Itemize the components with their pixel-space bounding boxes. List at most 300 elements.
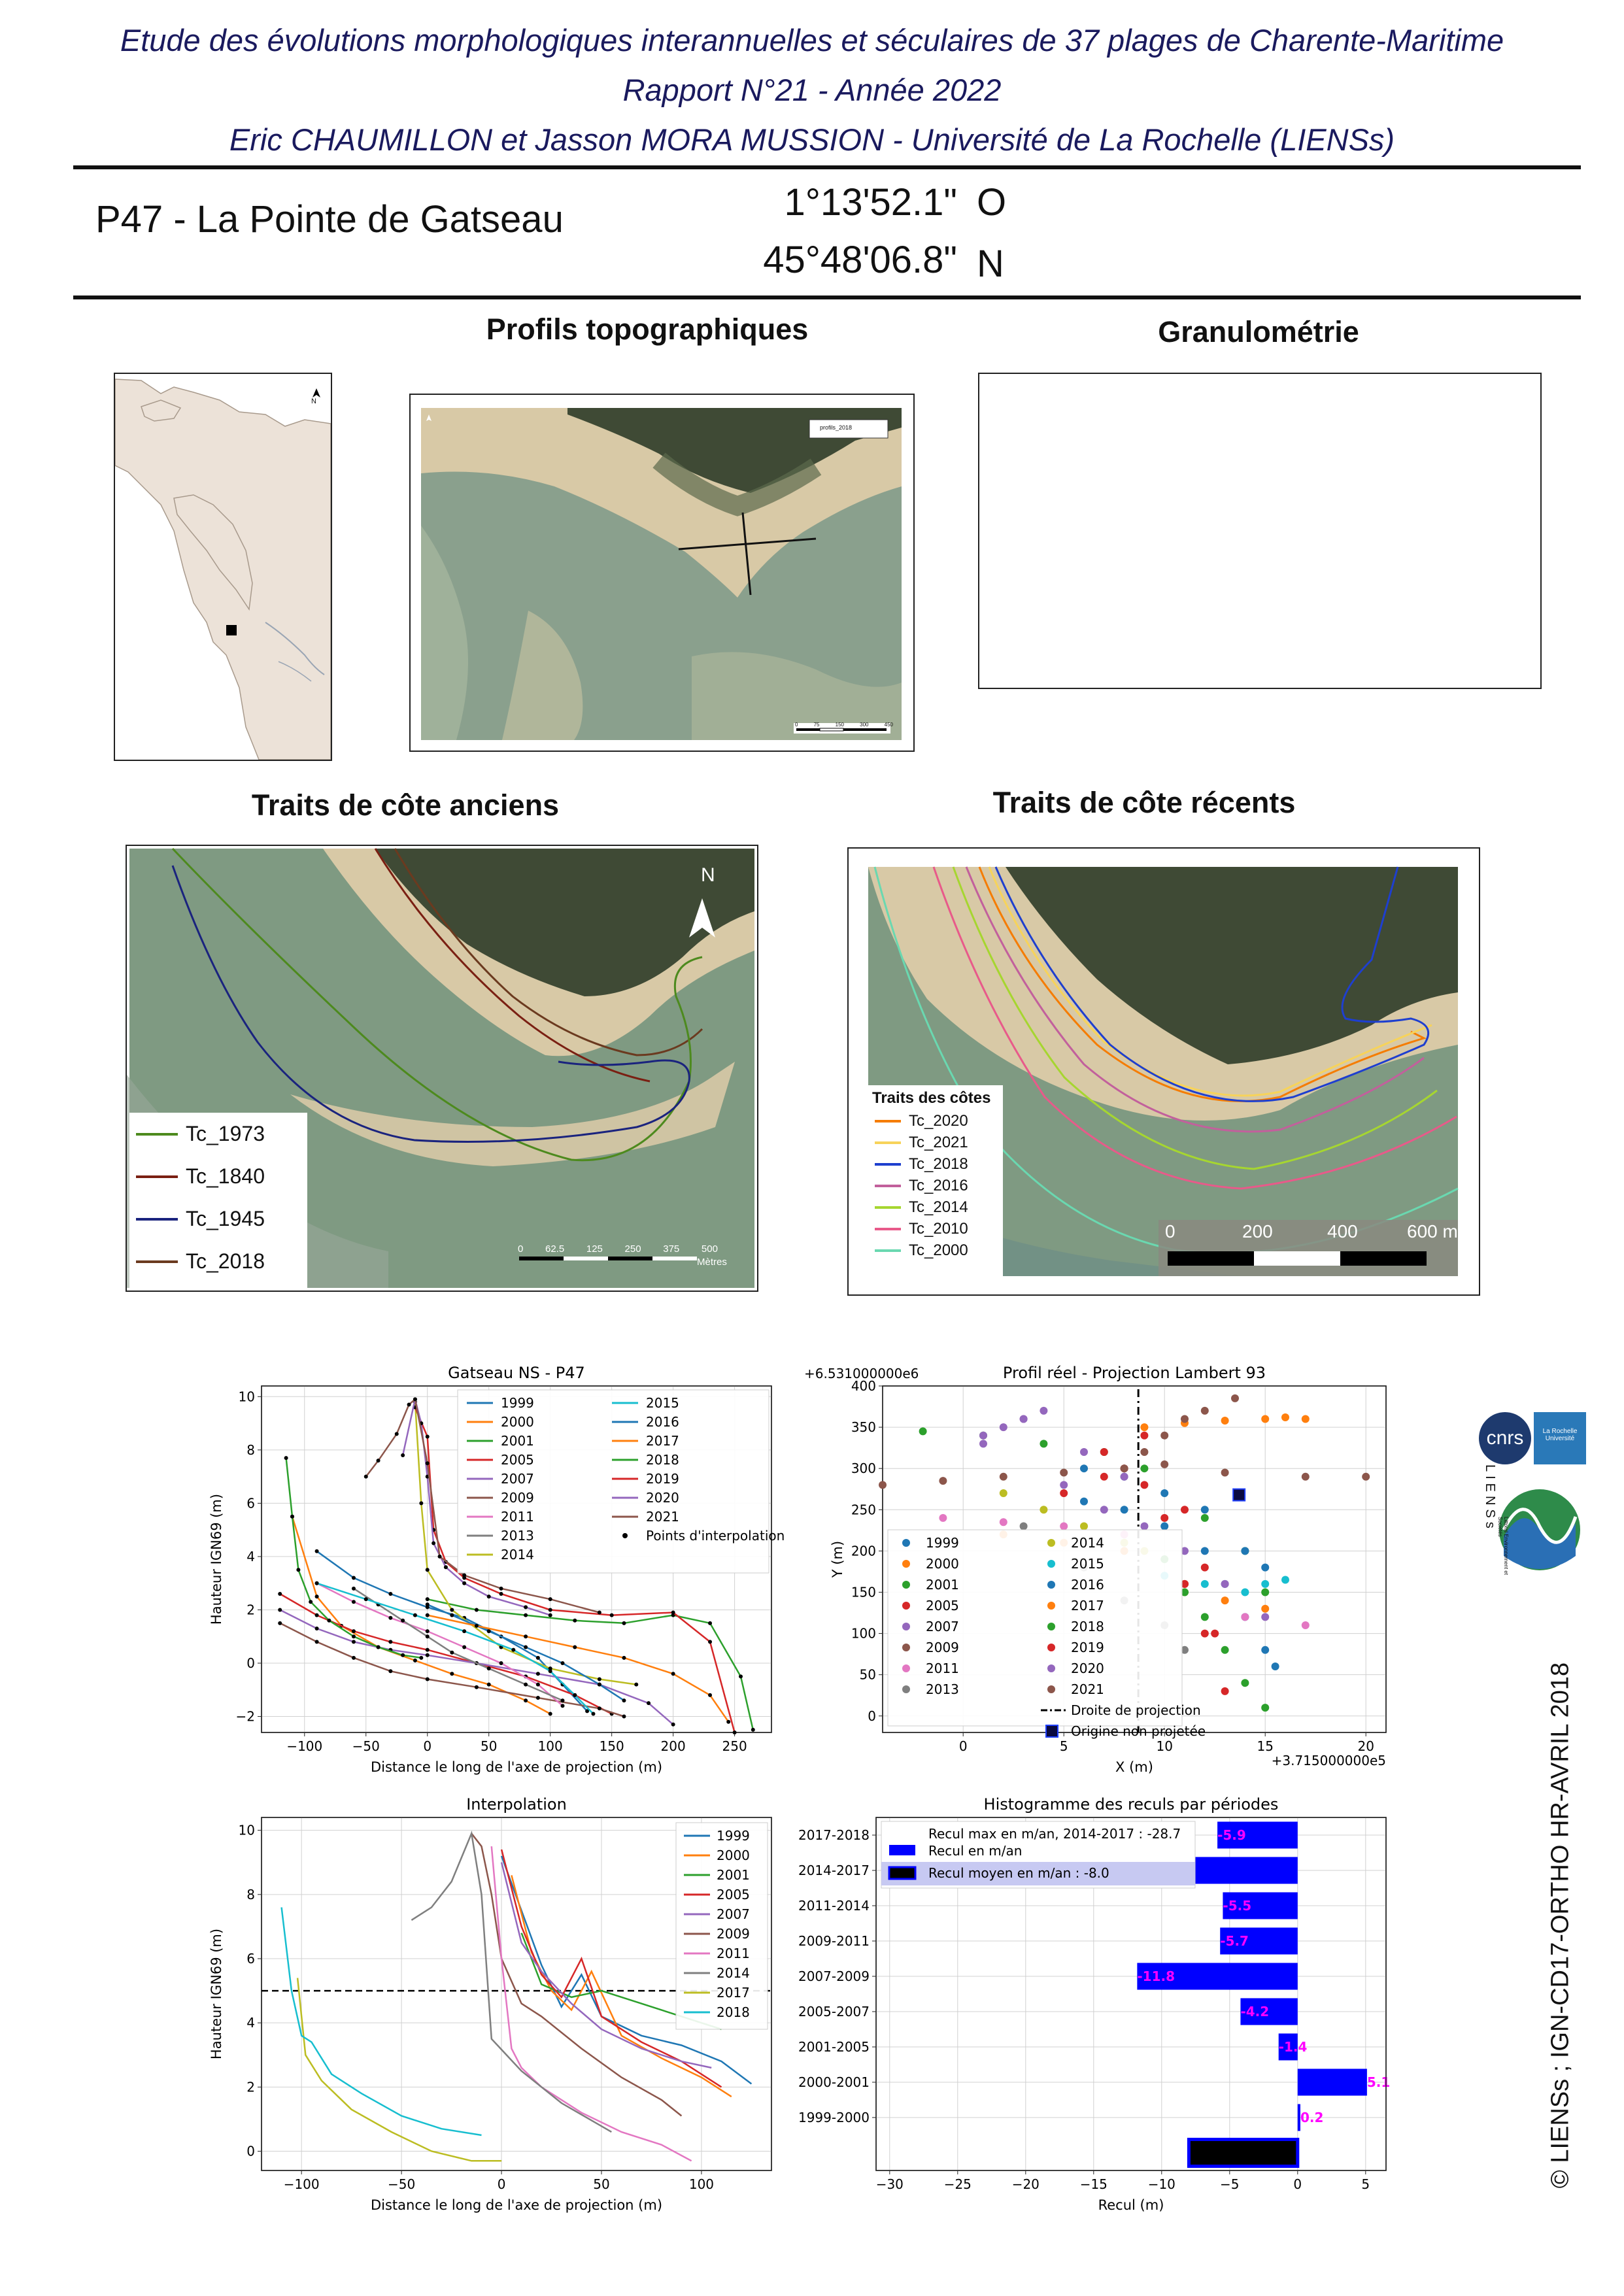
profils-scale-1: 75 <box>813 722 820 728</box>
y-tick-label: 4 <box>246 2015 255 2031</box>
category-label: 2007-2009 <box>798 1968 870 1984</box>
anciens-scale-1: 62.5 <box>545 1243 565 1255</box>
x-tick-label: 15 <box>1257 1738 1274 1754</box>
interp-point <box>573 1693 577 1697</box>
legend-interp-label: Points d'interpolation <box>646 1528 785 1544</box>
bar-label: 0.2 <box>1300 2110 1324 2125</box>
scatter-point-2007 <box>979 1440 987 1447</box>
scatter-point-2016 <box>1241 1547 1249 1555</box>
traits-anciens-north-label: N <box>701 864 715 886</box>
interp-point <box>352 1640 356 1644</box>
interp-point <box>388 1616 392 1620</box>
legend-swatch <box>902 1644 910 1651</box>
scatter-point-2005 <box>1100 1473 1108 1481</box>
interp-point <box>499 1587 503 1591</box>
y-tick-label: 50 <box>859 1666 876 1683</box>
category-label: 1999-2000 <box>798 2110 870 2125</box>
chart-histogram-reculs <box>771 1778 1412 2223</box>
interp-point <box>708 1693 712 1697</box>
scatter-point-2017 <box>1261 1605 1269 1613</box>
scatter-point-2009 <box>1362 1473 1370 1481</box>
interp-point <box>315 1595 319 1598</box>
legend-label: 2011 <box>926 1661 959 1676</box>
scatter-point-1999 <box>1272 1663 1279 1670</box>
interp-point <box>352 1600 356 1604</box>
interp-point <box>549 1712 552 1715</box>
legend-label: 2015 <box>1071 1556 1104 1572</box>
traits-recents-map <box>847 847 1480 1296</box>
legend-label: 2018 <box>717 2004 750 2020</box>
interp-point <box>444 1565 448 1569</box>
legend-label: 2005 <box>926 1598 959 1613</box>
recents-legend-label: Tc_2000 <box>909 1241 968 1259</box>
scatter-point-2014 <box>1080 1523 1088 1530</box>
scatter-point-2011 <box>939 1514 947 1522</box>
interp-point <box>278 1592 282 1596</box>
header-rule-bottom <box>73 295 1581 299</box>
scatter-point-2021 <box>1231 1394 1239 1402</box>
interp-point <box>622 1621 626 1625</box>
interp-point <box>634 1683 638 1687</box>
y-tick-label: 150 <box>851 1584 876 1600</box>
legend-label: 2015 <box>646 1395 679 1411</box>
profils-map-scale <box>795 722 893 728</box>
x-tick-label: −50 <box>352 1738 380 1754</box>
profils-scale-0: 0 <box>795 722 798 728</box>
legend-label: 1999 <box>717 1828 750 1844</box>
recents-legend-label: Tc_2010 <box>909 1219 968 1238</box>
profils-scale-4: 450 <box>884 722 893 728</box>
section-title-traits-anciens: Traits de côte anciens <box>251 788 560 822</box>
scatter-point-2021 <box>1160 1432 1168 1440</box>
interp-point <box>560 1698 564 1702</box>
scatter-point-2009 <box>1302 1473 1310 1481</box>
legend-bar-swatch <box>889 1845 915 1855</box>
site-latitude-dir: N <box>977 243 1004 285</box>
scatter-point-2016 <box>1261 1564 1269 1572</box>
chart-interpolation <box>196 1778 785 2223</box>
legend-label: 2001 <box>926 1577 959 1593</box>
interp-point <box>598 1683 601 1687</box>
x-tick-label: −50 <box>388 2176 416 2192</box>
chart-hist-legend <box>881 1821 1195 1888</box>
legend-label: 2018 <box>646 1452 679 1468</box>
interp-point <box>413 1613 417 1617</box>
interp-point <box>487 1683 491 1687</box>
legend-label: 2000 <box>501 1414 534 1430</box>
anciens-legend-label: Tc_2018 <box>186 1249 265 1273</box>
interp-point <box>284 1456 288 1460</box>
interp-point <box>560 1704 564 1708</box>
interp-point <box>598 1706 601 1710</box>
scatter-point-2020 <box>1080 1448 1088 1456</box>
category-label: 2014-2017 <box>798 1863 870 1878</box>
recents-legend-label: Tc_2014 <box>909 1198 968 1216</box>
legend-swatch <box>1047 1664 1055 1672</box>
y-offset-label: +6.531000000e6 <box>804 1366 919 1381</box>
x-tick-label: −25 <box>943 2176 972 2192</box>
scatter-point-2020 <box>1121 1473 1128 1481</box>
category-label: 2009-2011 <box>798 1933 870 1949</box>
scatter-point-2007 <box>1261 1613 1269 1621</box>
scatter-point-2005 <box>1140 1432 1148 1440</box>
anciens-scale-4: 375 <box>663 1243 680 1255</box>
x-axis-label: X (m) <box>1115 1759 1153 1775</box>
scatter-point-2011 <box>1241 1613 1249 1621</box>
scatter-point-2015 <box>1261 1580 1269 1588</box>
x-tick-label: −5 <box>1220 2176 1240 2192</box>
legend-swatch <box>1047 1644 1055 1651</box>
legend-label: 2009 <box>501 1490 534 1506</box>
interp-point <box>426 1653 430 1657</box>
anciens-legend-swatch <box>136 1133 178 1136</box>
x-tick-label: −15 <box>1079 2176 1108 2192</box>
y-tick-label: 6 <box>246 1495 255 1511</box>
scatter-point-1999 <box>1160 1523 1168 1530</box>
interp-point <box>315 1613 319 1617</box>
legend-max-label: Recul max en m/an, 2014-2017 : -28.7 <box>928 1826 1181 1842</box>
scatter-point-2019 <box>1160 1514 1168 1522</box>
x-tick-label: 200 <box>660 1738 686 1754</box>
x-offset-label: +3.715000000e5 <box>1271 1753 1386 1768</box>
scatter-point-2013 <box>1020 1523 1028 1530</box>
scatter-point-2009 <box>1060 1469 1068 1477</box>
anciens-legend-item <box>129 1198 307 1240</box>
scatter-point-2021 <box>1201 1407 1209 1415</box>
lienss-logo <box>1478 1464 1589 1576</box>
interp-point <box>536 1683 540 1687</box>
interp-point <box>388 1640 392 1644</box>
scatter-point-2009 <box>1160 1460 1168 1468</box>
scatter-point-2005 <box>1060 1489 1068 1497</box>
interp-point <box>426 1434 430 1438</box>
anciens-legend-swatch <box>136 1175 178 1178</box>
anciens-legend-label: Tc_1840 <box>186 1164 265 1188</box>
recents-legend-item <box>868 1110 1003 1132</box>
y-tick-label: 0 <box>246 1655 255 1671</box>
legend-label: 2017 <box>1071 1598 1104 1613</box>
x-tick-label: 50 <box>593 2176 610 2192</box>
legend-label: 2007 <box>717 1906 750 1922</box>
scatter-point-2011 <box>1060 1523 1068 1530</box>
interp-point <box>426 1602 430 1606</box>
y-tick-label: 250 <box>851 1502 876 1518</box>
image-credit: © LIENSs ; IGN-CD17-ORTHO HR-AVRIL 2018 <box>1546 1662 1574 2189</box>
univ-logo: La Rochelle Université <box>1534 1412 1586 1464</box>
legend-swatch <box>902 1623 910 1630</box>
legend-label: 2020 <box>1071 1661 1104 1676</box>
site-longitude: 1°13'52.1" <box>784 181 957 224</box>
x-tick-label: 0 <box>958 1738 968 1754</box>
legend-swatch <box>902 1685 910 1693</box>
legend-label: 2019 <box>1071 1640 1104 1655</box>
legend-label: 1999 <box>501 1395 534 1411</box>
location-map-north-label: N <box>311 397 316 405</box>
interp-point <box>401 1653 405 1657</box>
interp-point <box>352 1587 356 1591</box>
x-tick-label: −100 <box>283 2176 320 2192</box>
x-axis-label: Recul (m) <box>1098 2197 1164 2213</box>
lienss-logo-subtitle: Littoral Environnement et Sociétés <box>1497 1517 1509 1575</box>
interp-point <box>426 1634 430 1638</box>
scatter-point-2019 <box>1100 1448 1108 1456</box>
recents-legend-swatch <box>875 1163 901 1166</box>
profils-scale-3: 300 <box>860 722 869 728</box>
legend-swatch <box>1047 1539 1055 1547</box>
recents-legend-swatch <box>875 1120 901 1123</box>
scatter-point-2005 <box>1211 1630 1219 1638</box>
recents-legend-label: Tc_2020 <box>909 1111 968 1130</box>
scatter-point-2000 <box>1281 1413 1289 1421</box>
interp-point <box>536 1656 540 1660</box>
scatter-point-2019 <box>1140 1481 1148 1489</box>
scatter-point-2021 <box>1121 1464 1128 1472</box>
interp-point <box>395 1432 399 1436</box>
credit-container <box>1538 1654 1583 2197</box>
interp-point <box>315 1581 319 1585</box>
y-tick-label: 300 <box>851 1460 876 1477</box>
scatter-point-1999 <box>1261 1646 1269 1654</box>
interp-point <box>671 1723 675 1727</box>
legend-label: 2011 <box>501 1509 534 1525</box>
legend-swatch <box>902 1560 910 1568</box>
interp-point <box>290 1515 294 1519</box>
interp-point <box>426 1677 430 1681</box>
interp-point <box>426 1461 430 1465</box>
interp-point <box>450 1608 454 1612</box>
interp-point <box>450 1672 454 1676</box>
interp-point <box>671 1611 675 1615</box>
interp-point <box>487 1666 491 1670</box>
x-tick-label: 0 <box>1293 2176 1302 2192</box>
interp-point <box>315 1627 319 1630</box>
section-title-profils: Profils topographiques <box>486 312 809 346</box>
anciens-legend-item <box>129 1155 307 1198</box>
recents-legend-swatch <box>875 1141 901 1144</box>
legend-swatch <box>1047 1685 1055 1693</box>
legend-swatch <box>902 1539 910 1547</box>
bar-label: 5.1 <box>1366 2074 1391 2090</box>
scatter-point-2021 <box>1181 1415 1189 1423</box>
legend-label: 2016 <box>1071 1577 1104 1593</box>
section-title-traits-recents: Traits de côte récents <box>992 786 1296 819</box>
interp-point <box>450 1613 454 1617</box>
granulometrie-box <box>978 373 1542 689</box>
interp-point <box>549 1608 552 1612</box>
y-tick-label: 100 <box>851 1625 876 1642</box>
bar-2000-2001 <box>1298 2068 1367 2095</box>
scatter-point-2011 <box>1302 1621 1310 1629</box>
y-axis-label: Y (m) <box>830 1540 845 1578</box>
interp-point <box>573 1646 577 1649</box>
scatter-point-2020 <box>1020 1415 1028 1423</box>
legend-label: 2019 <box>646 1471 679 1487</box>
interp-point <box>364 1475 368 1479</box>
y-tick-label: 8 <box>246 1886 255 1902</box>
legend-label: 2000 <box>717 1848 750 1863</box>
scatter-point-2016 <box>1080 1464 1088 1472</box>
legend-label: 2005 <box>717 1887 750 1902</box>
x-tick-label: −10 <box>1147 2176 1176 2192</box>
chart-profiles-topo <box>196 1353 785 1778</box>
scatter-point-2011 <box>1000 1518 1007 1526</box>
interp-point <box>524 1613 528 1617</box>
interp-point <box>475 1685 479 1689</box>
legend-swatch <box>1047 1602 1055 1610</box>
legend-label: 2016 <box>646 1414 679 1430</box>
interp-point <box>431 1542 435 1545</box>
category-label: 2011-2014 <box>798 1898 870 1914</box>
traits-anciens-legend <box>129 1113 307 1288</box>
legend-label: 2009 <box>926 1640 959 1655</box>
interp-point <box>524 1683 528 1687</box>
interp-point <box>475 1608 479 1612</box>
interp-point <box>309 1600 313 1604</box>
scatter-point-2016 <box>1160 1489 1168 1497</box>
scatter-point-2015 <box>1241 1588 1249 1596</box>
legend-label: 2009 <box>717 1926 750 1942</box>
recents-legend-label: Tc_2016 <box>909 1176 968 1194</box>
scatter-point-2020 <box>979 1432 987 1440</box>
interp-point <box>751 1728 755 1732</box>
traits-anciens-legend-list <box>129 1113 307 1283</box>
legend-label: 2001 <box>501 1433 534 1449</box>
recents-legend-swatch <box>875 1206 901 1209</box>
traits-anciens-map <box>126 845 758 1292</box>
interp-point <box>278 1621 282 1625</box>
recents-scale-0: 0 <box>1165 1221 1176 1241</box>
interp-point <box>426 1648 430 1652</box>
interp-point <box>499 1592 503 1596</box>
interp-point <box>536 1672 540 1676</box>
interp-point <box>388 1592 392 1596</box>
legend-label: 2017 <box>646 1433 679 1449</box>
scatter-point-2009 <box>1000 1473 1007 1481</box>
scatter-point-2001 <box>1201 1514 1209 1522</box>
scatter-point-2015 <box>1281 1576 1289 1584</box>
origin-marker <box>1233 1489 1245 1501</box>
scatter-point-2018 <box>1221 1646 1229 1654</box>
chart-title: Gatseau NS - P47 <box>448 1364 585 1382</box>
interp-point <box>419 1501 423 1505</box>
chart-scatter-legend <box>888 1530 1206 1739</box>
report-title: Etude des évolutions morphologiques interannuelles et séculaires de 37 plages de Charente-Maritime <box>120 23 1504 58</box>
legend-label: 2021 <box>646 1509 679 1525</box>
chart-title: Profil réel - Projection Lambert 93 <box>1002 1364 1266 1382</box>
category-label: 2017-2018 <box>798 1827 870 1843</box>
x-tick-label: 50 <box>480 1738 498 1754</box>
interp-point <box>450 1651 454 1655</box>
interp-point <box>377 1459 381 1462</box>
bar-label: -1.4 <box>1278 2039 1308 2055</box>
recents-scale-3: 600 m <box>1407 1221 1458 1241</box>
anciens-legend-swatch <box>136 1260 178 1263</box>
scatter-point-2001 <box>1040 1440 1047 1447</box>
y-tick-label: 10 <box>238 1822 255 1838</box>
traits-anciens-scale-unit: Mètres <box>697 1257 727 1268</box>
bar-label: -5.7 <box>1220 1933 1249 1949</box>
legend-label: 2020 <box>646 1490 679 1506</box>
x-tick-label: 100 <box>688 2176 715 2192</box>
report-authors: Eric CHAUMILLON et Jasson MORA MUSSION - Université de La Rochelle (LIENSs) <box>229 122 1395 157</box>
interp-point <box>524 1698 528 1702</box>
x-tick-label: 0 <box>423 1738 432 1754</box>
interp-point <box>511 1648 515 1652</box>
profils-scale-2: 150 <box>835 722 844 728</box>
scatter-point-2009 <box>1221 1469 1229 1477</box>
interp-point <box>426 1629 430 1633</box>
x-tick-label: 20 <box>1357 1738 1374 1754</box>
interp-point <box>591 1712 595 1715</box>
scatter-point-1999 <box>1121 1506 1128 1513</box>
interp-point <box>401 1453 405 1457</box>
recents-legend-label: Tc_2018 <box>909 1155 968 1173</box>
x-tick-label: −20 <box>1011 2176 1040 2192</box>
interp-point <box>352 1656 356 1660</box>
scatter-point-2009 <box>879 1481 887 1489</box>
x-tick-label: 0 <box>497 2176 506 2192</box>
legend-swatch <box>1047 1581 1055 1589</box>
interp-point <box>475 1624 479 1628</box>
recents-legend-item <box>868 1218 1003 1240</box>
chart-profile-lambert <box>798 1353 1412 1778</box>
interp-point <box>499 1661 503 1665</box>
scatter-point-2007 <box>1140 1523 1148 1530</box>
scatter-point-2001 <box>1140 1464 1148 1472</box>
interp-point <box>401 1619 405 1623</box>
legend-swatch <box>1047 1623 1055 1630</box>
scatter-point-2018 <box>1261 1704 1269 1712</box>
interp-point <box>622 1656 626 1660</box>
interp-point <box>278 1608 282 1612</box>
anciens-scale-5: 500 <box>701 1243 718 1255</box>
interp-point <box>708 1640 712 1644</box>
y-tick-label: 8 <box>246 1442 255 1458</box>
interp-point <box>419 1656 423 1660</box>
profils-map-legend: profils_2018 <box>820 424 853 431</box>
y-axis-label: Hauteur IGN69 (m) <box>209 1928 224 2060</box>
interp-point <box>726 1720 730 1724</box>
interp-point <box>536 1696 540 1700</box>
y-tick-label: 6 <box>246 1951 255 1967</box>
interp-point <box>647 1701 651 1705</box>
legend-label: 2007 <box>501 1471 534 1487</box>
scatter-point-2005 <box>1201 1564 1209 1572</box>
interp-point <box>438 1555 442 1559</box>
recents-legend-item <box>868 1175 1003 1196</box>
interp-point <box>622 1698 626 1702</box>
mean-bar <box>1189 2139 1297 2166</box>
interp-point <box>462 1581 466 1585</box>
traits-recents-legend <box>868 1085 1003 1276</box>
interp-point <box>610 1613 614 1617</box>
legend-origin-swatch <box>1046 1725 1058 1737</box>
scatter-point-1999 <box>1080 1498 1088 1506</box>
cnrs-logo: cnrs <box>1479 1412 1531 1464</box>
interp-point <box>487 1629 491 1633</box>
y-tick-label: 4 <box>246 1548 255 1564</box>
bar-label: -5.5 <box>1223 1898 1252 1914</box>
interp-point <box>739 1674 743 1678</box>
traits-recents-legend-list <box>868 1110 1003 1261</box>
legend-label: 2014 <box>717 1965 750 1981</box>
x-tick-label: 250 <box>722 1738 747 1754</box>
y-tick-label: 2 <box>246 2079 255 2095</box>
report-number: Rapport N°21 - Année 2022 <box>622 73 1002 107</box>
interp-point <box>487 1595 491 1598</box>
legend-swatch <box>902 1664 910 1672</box>
scatter-point-2020 <box>1000 1423 1007 1431</box>
